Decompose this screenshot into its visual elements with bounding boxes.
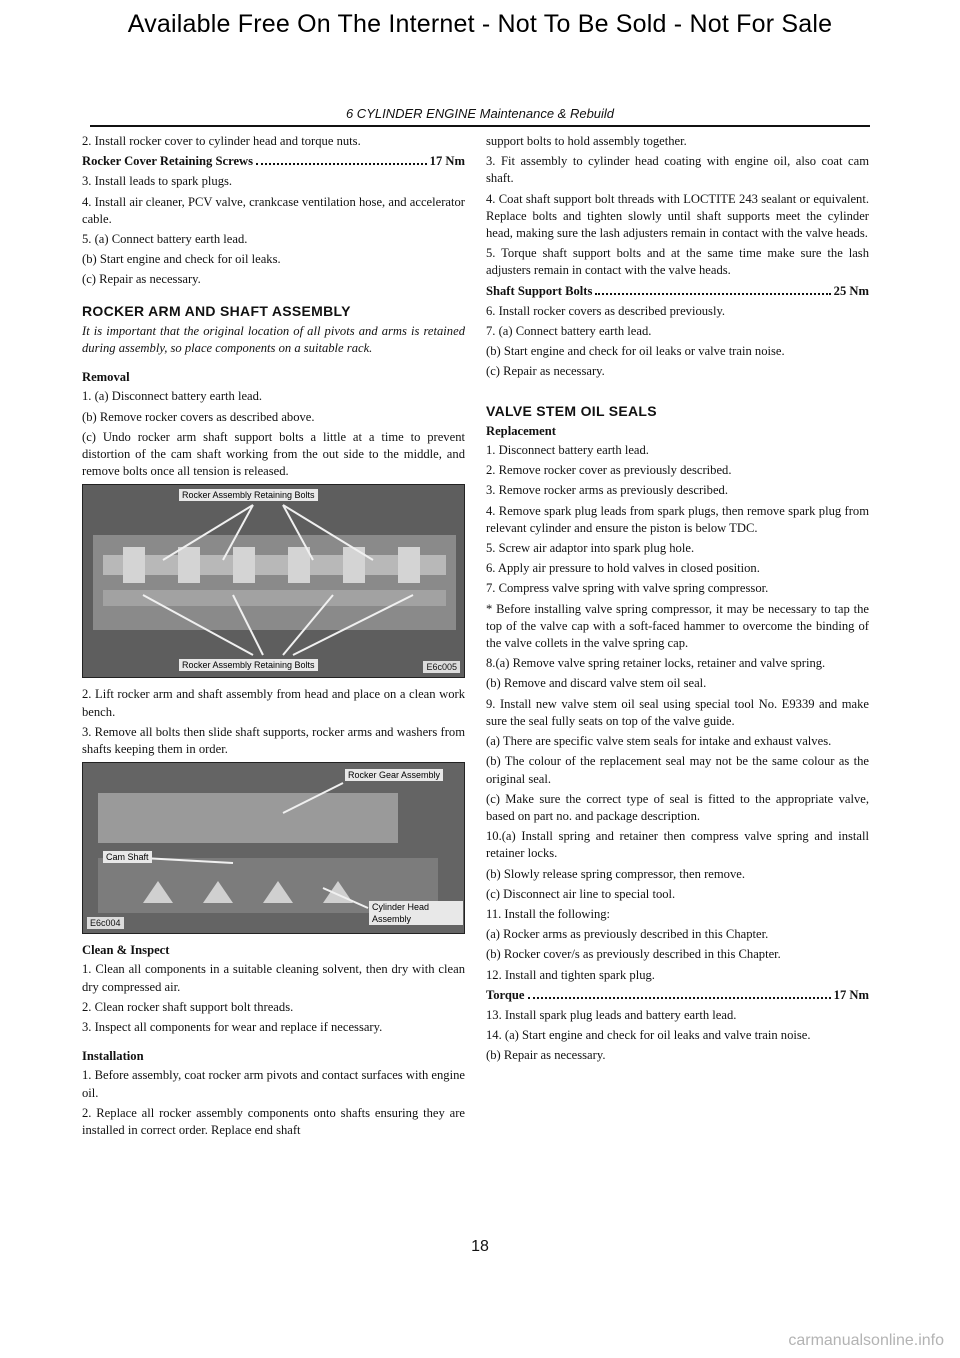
figure-callout: Rocker Assembly Retaining Bolts (179, 659, 318, 671)
paragraph: 5. Torque shaft support bolts and at the same time make sure the lash adjusters remain in contact with the valve heads. (486, 246, 869, 278)
paragraph: 4. Coat shaft support bolt threads with LOCTITE 243 sealant or equivalent. Replace bolts and tighten slowly until shaft supports meet the cylinder head, making sure the lash adjusters remain in contact with the valve heads. (486, 191, 869, 241)
paragraph: 9. Install new valve stem oil seal using special tool No. E9339 and make sure the seal fully seats on top of the valve guide. (486, 696, 869, 728)
paragraph: 1. Disconnect battery earth lead. (486, 443, 649, 458)
paragraph: 12. Install and tighten spark plug. (486, 967, 655, 982)
header-rule (90, 125, 870, 127)
paragraph: 7. Compress valve spring with valve spring compressor. (486, 581, 769, 596)
paragraph: 4. Remove spark plug leads from spark plugs, then remove spark plug from relevant cylinder and ensure the piston is below TDC. (486, 503, 869, 535)
paragraph: (b) Rocker cover/s as previously described in this Chapter. (486, 947, 781, 962)
paragraph: 3. Install leads to spark plugs. (82, 174, 233, 189)
paragraph: (c) Repair as necessary. (486, 364, 605, 379)
torque-spec (82, 153, 465, 170)
spec-value: 17 Nm (833, 987, 869, 1002)
paragraph: (b) Repair as necessary. (486, 1048, 606, 1063)
torque-spec (486, 283, 869, 300)
rocker-assembly-photo (82, 484, 465, 678)
paragraph: 6. Install rocker covers as described previously. (486, 303, 726, 318)
figure-callout: Rocker Gear Assembly (345, 769, 443, 781)
paragraph: (b) The colour of the replacement seal may not be the same colour as the original seal. (486, 754, 869, 786)
paragraph: 11. Install the following: (486, 906, 611, 921)
paragraph: 5. Screw air adaptor into spark plug hole. (486, 541, 695, 556)
paragraph: (b) Start engine and check for oil leaks or valve train noise. (486, 344, 785, 359)
figure-callout: Cam Shaft (103, 851, 152, 863)
subheading-replacement: Replacement (486, 423, 556, 438)
torque-spec (486, 987, 869, 1004)
paragraph: 2. Install rocker cover to cylinder head and torque nuts. (82, 134, 361, 148)
paragraph: * Before installing valve spring compressor, it may be necessary to tap the top of the valve cap with a soft-faced hammer to overcome the binding of the valve collets in the valve spring cap. (486, 601, 869, 651)
figure-callout: Cylinder Head Assembly (369, 901, 463, 925)
paragraph: (b) Slowly release spring compressor, then remove. (486, 866, 745, 881)
free-notice-banner: Available Free On The Internet - Not To Be Sold - Not For Sale (127, 10, 833, 38)
footer-watermark: carmanualsonline.info (788, 1332, 944, 1349)
paragraph: 13. Install spark plug leads and battery earth lead. (486, 1007, 737, 1022)
paragraph: (c) Undo rocker arm shaft support bolts a little at a time to prevent distortion of the cam shaft working from the out side to the middle, and remove bolts once all tension is released. (82, 429, 465, 479)
paragraph: 3. Remove all bolts then slide shaft supports, rocker arms and washers from shafts keeping them in order. (82, 724, 465, 757)
spec-value: 17 Nm (429, 154, 465, 169)
paragraph: 6. Apply air pressure to hold valves in closed position. (486, 561, 760, 576)
spec-label: Shaft Support Bolts (486, 283, 593, 298)
paragraph: 4. Install air cleaner, PCV valve, crankcase ventilation hose, and accelerator cable. (82, 194, 465, 226)
paragraph: 1. Before assembly, coat rocker arm pivots and contact surfaces with engine oil. (82, 1068, 465, 1100)
leader-dots (595, 283, 830, 295)
paragraph: (c) Make sure the correct type of seal is fitted to the appropriate valve, based on part no. and package description. (486, 791, 869, 823)
paragraph: (a) Rocker arms as previously described in this Chapter. (486, 927, 769, 942)
subheading-removal: Removal (82, 370, 130, 385)
paragraph: 2. Remove rocker cover as previously described. (486, 463, 732, 478)
paragraph: 2. Clean rocker shaft support bolt threads. (82, 999, 294, 1014)
section-title-valve-stem: VALVE STEM OIL SEALS (486, 402, 657, 419)
paragraph: (c) Repair as necessary. (82, 272, 201, 287)
paragraph: 7. (a) Connect battery earth lead. (486, 324, 652, 339)
left-column (82, 133, 465, 1142)
running-head: 6 CYLINDER ENGINE Maintenance & Rebuild (345, 106, 615, 121)
paragraph: (b) Remove and discard valve stem oil seal. (486, 676, 707, 691)
paragraph: (a) There are specific valve stem seals for intake and exhaust valves. (486, 734, 832, 749)
paragraph: (b) Start engine and check for oil leaks. (82, 252, 281, 267)
paragraph: 2. Replace all rocker assembly components onto shafts ensuring they are installed in correct order. Replace end shaft (82, 1105, 465, 1138)
figure-callout: Rocker Assembly Retaining Bolts (179, 489, 318, 501)
spec-label: Torque (486, 987, 525, 1002)
right-column (486, 133, 869, 1068)
figure-code: E6c005 (423, 661, 460, 673)
paragraph: (c) Disconnect air line to special tool. (486, 886, 676, 901)
rocker-gear-photo (82, 762, 465, 934)
paragraph: 1. (a) Disconnect battery earth lead. (82, 389, 263, 404)
leader-dots (256, 153, 427, 165)
paragraph: 3. Inspect all components for wear and replace if necessary. (82, 1020, 383, 1035)
paragraph: support bolts to hold assembly together. (486, 134, 687, 148)
subheading-clean-inspect: Clean & Inspect (82, 943, 170, 958)
spec-label: Rocker Cover Retaining Screws (82, 154, 254, 169)
section-title-rocker-arm: ROCKER ARM AND SHAFT ASSEMBLY (82, 302, 351, 319)
paragraph: 8.(a) Remove valve spring retainer locks, retainer and valve spring. (486, 656, 826, 671)
paragraph: 14. (a) Start engine and check for oil leaks and valve train noise. (486, 1028, 811, 1043)
paragraph: 1. Clean all components in a suitable cleaning solvent, then dry with clean dry compressed air. (82, 962, 465, 994)
paragraph: 2. Lift rocker arm and shaft assembly from head and place on a clean work bench. (82, 687, 465, 719)
page-number: 18 (471, 1238, 489, 1255)
paragraph: 3. Remove rocker arms as previously described. (486, 483, 729, 498)
subheading-installation: Installation (82, 1049, 144, 1064)
spec-value: 25 Nm (833, 283, 869, 298)
paragraph: 3. Fit assembly to cylinder head coating with engine oil, also coat cam shaft. (486, 154, 869, 186)
leader-dots (528, 987, 831, 999)
paragraph: 5. (a) Connect battery earth lead. (82, 232, 248, 247)
paragraph: (b) Remove rocker covers as described above. (82, 409, 315, 424)
figure-code: E6c004 (87, 917, 124, 929)
rocker-assembly-illustration (83, 485, 465, 677)
important-note: It is important that the original location of all pivots and arms is retained during assembly, so place components on a suitable rack. (82, 323, 465, 356)
paragraph: 10.(a) Install spring and retainer then compress valve spring and install retainer locks. (486, 829, 869, 861)
